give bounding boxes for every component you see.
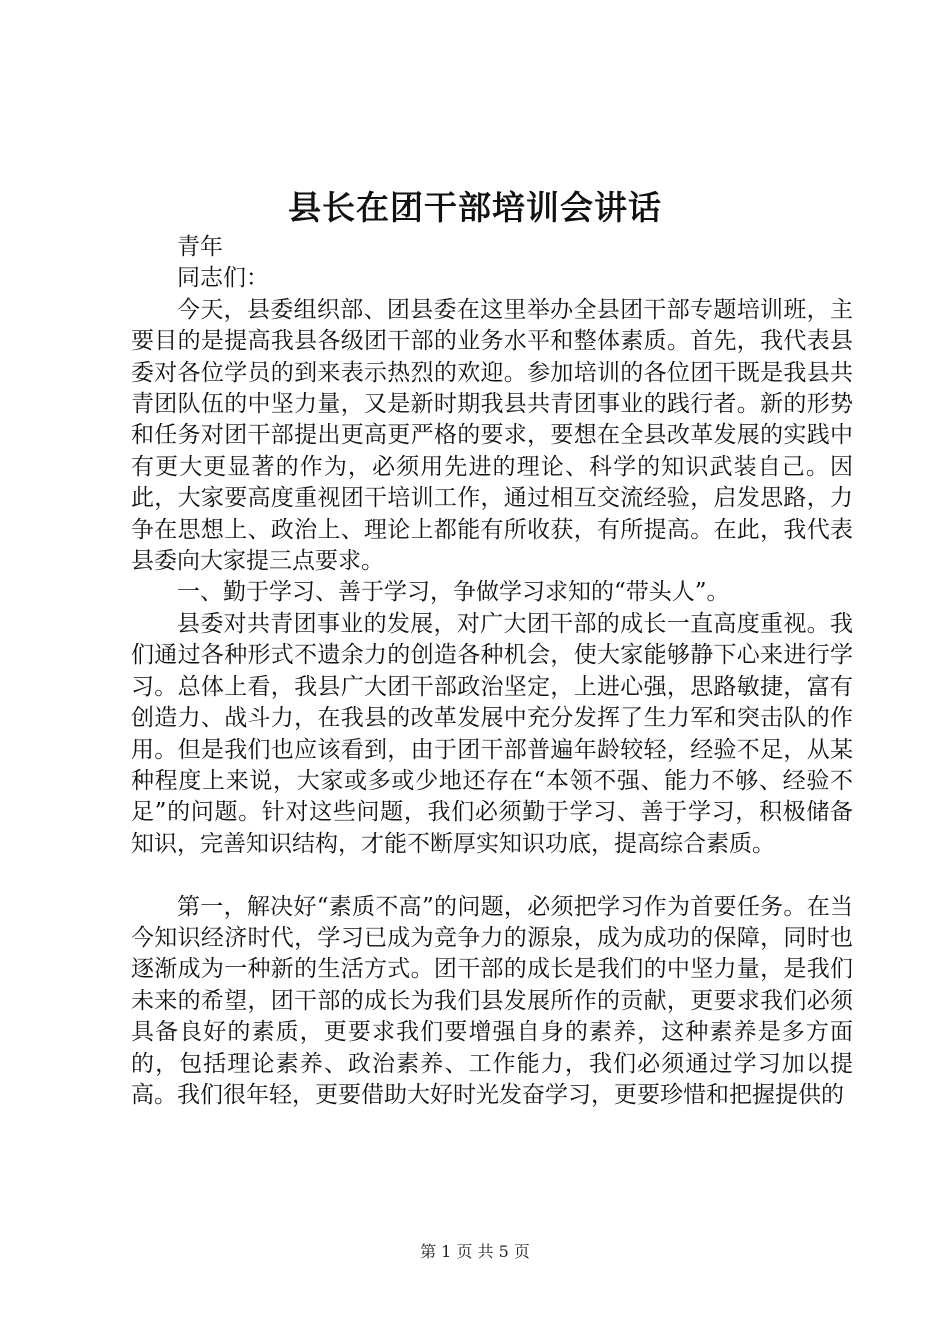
salutation-line-1: 青年 bbox=[177, 234, 223, 260]
paragraph-intro: 今天，县委组织部、团县委在这里举办全县团干部专题培训班，主要目的是提高我县各级团干部的业务水平和整体素质。首先，我代表县委对各位学员的到来表示热烈的欢迎。参加培训的各位团干既是我县共青团队伍的中坚力量，又是新时期我县共青团事业的践行者。新的形势和任务对团干部提出更高更严格的要求，要想在全县改革发展的实践中有更大更显著的作为，必须用先进的理论、科学的知识武装自己。因此，大家要高度重视团干培训工作，通过相互交流经验，启发思路，力争在思想上、政治上、理论上都能有所收获，有所提高。在此，我代表县委向大家提三点要求。 bbox=[131, 296, 853, 575]
document-body bbox=[131, 232, 853, 1111]
document-title: 县长在团干部培训会讲话 bbox=[288, 188, 662, 227]
paragraph-point-1: 第一，解决好“素质不高”的问题，必须把学习作为首要任务。在当今知识经济时代，学习已成为竞争力的源泉，成为成功的保障，同时也逐渐成为一种新的生活方式。团干部的成长是我们的中坚力量，是我们未来的希望，团干部的成长为我们县发展所作的贡献，更要求我们必须具备良好的素质，更要求我们要增强自身的素养，这种素养是多方面的，包括理论素养、政治素养、工作能力，我们必须通过学习加以提高。我们很年轻，更要借助大好时光发奋学习，更要珍惜和把握提供的 bbox=[131, 893, 853, 1108]
salutation-line-2: 同志们： bbox=[177, 265, 269, 292]
paragraph-section-1: 县委对共青团事业的发展，对广大团干部的成长一直高度重视。我们通过各种形式不遗余力的创造各种机会，使大家能够静下心来进行学习。总体上看，我县广大团干部政治坚定，上进心强，思路敏捷，富有创造力、战斗力，在我县的改革发展中充分发挥了生力军和突击队的作用。但是我们也应该看到，由于团干部普遍年龄较轻，经验不足，从某种程度上来说，大家或多或少地还存在“本领不强、能力不够、经验不足”的问题。针对这些问题，我们必须勤于学习、善于学习，积极储备知识，完善知识结构，才能不断厚实知识功底，提高综合素质。 bbox=[131, 610, 853, 857]
section-heading-1: 一、勤于学习、善于学习，争做学习求知的“带头人”。 bbox=[177, 579, 730, 606]
page-footer: 第 1 页 共 5 页 bbox=[420, 1242, 530, 1261]
